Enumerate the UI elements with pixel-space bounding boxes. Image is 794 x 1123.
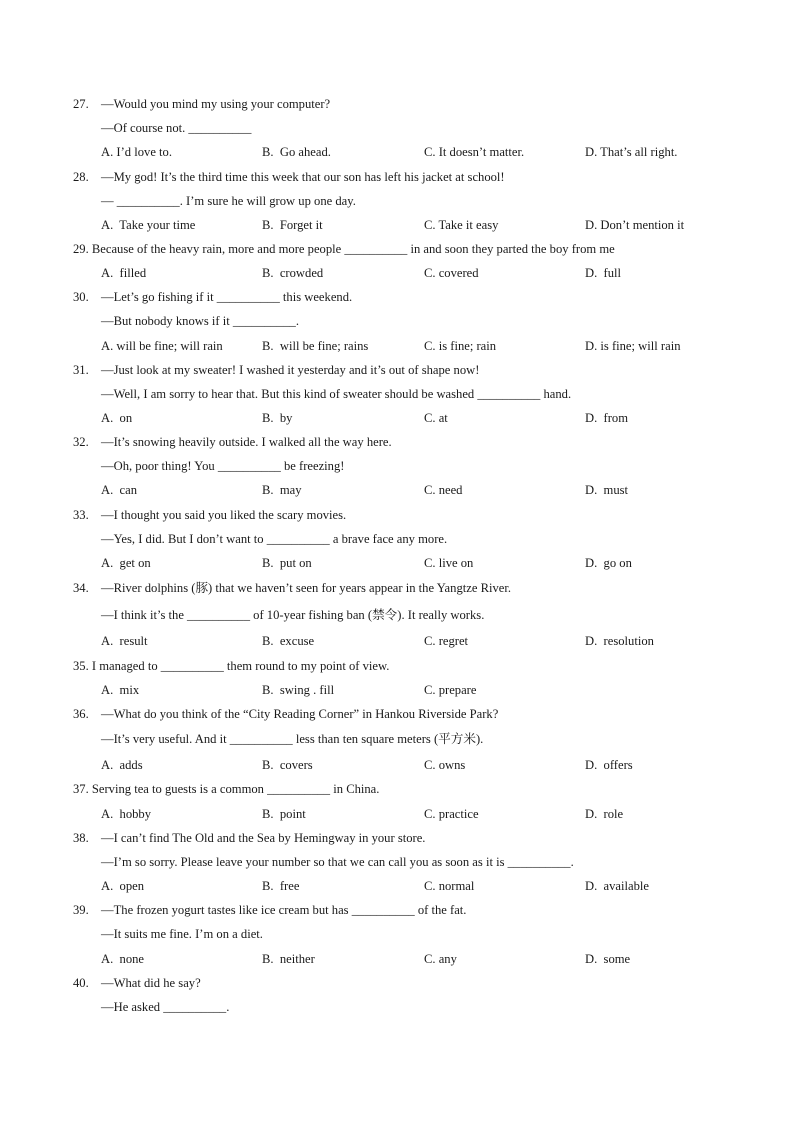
question-text: —What do you think of the “City Reading Corner” in Hankou Riverside Park? (101, 707, 499, 721)
question-text: —I thought you said you liked the scary movies. (101, 508, 347, 522)
question-text: —Oh, poor thing! You __________ be freezing! (101, 459, 345, 473)
question-text: —River dolphins (豚) that we haven’t seen for years appear in the Yangtze River. (101, 581, 512, 595)
question-number: 38. (73, 831, 89, 845)
question-text: —I’m so sorry. Please leave your number so that we can call you as soon as it is __________. (101, 855, 574, 869)
question-text: —It suits me fine. I’m on a diet. (101, 927, 263, 941)
option-b: B. free (262, 879, 300, 893)
question-text: —My god! It’s the third time this week that our son has left his jacket at school! (101, 170, 505, 184)
question-text: 35. I managed to __________ them round to my point of view. (73, 659, 390, 673)
option-b: B. Go ahead. (262, 145, 331, 159)
option-b: B. point (262, 807, 306, 821)
option-d: D. is fine; will rain (585, 339, 681, 353)
option-c: C. any (424, 952, 457, 966)
option-a: A. open (101, 879, 145, 893)
question-text: —He asked __________. (101, 1000, 230, 1014)
option-a: A. none (101, 952, 145, 966)
question-text: —I can’t find The Old and the Sea by Hemingway in your store. (101, 831, 426, 845)
option-d: D. offers (585, 758, 633, 772)
question-number: 30. (73, 290, 89, 304)
option-a: A. result (101, 634, 148, 648)
option-b: B. will be fine; rains (262, 339, 369, 353)
option-a: A. hobby (101, 807, 152, 821)
question-number: 34. (73, 581, 89, 595)
option-d: D. available (585, 879, 649, 893)
option-d: D. Don’t mention it (585, 218, 685, 232)
option-d: D. role (585, 807, 624, 821)
question-text: —Well, I am sorry to hear that. But this kind of sweater should be washed __________ hand. (101, 387, 572, 401)
question-number: 33. (73, 508, 89, 522)
question-text: —I think it’s the __________ of 10-year fishing ban (禁令). It really works. (101, 608, 485, 622)
option-a: A. on (101, 411, 133, 425)
option-c: C. is fine; rain (424, 339, 497, 353)
question-number: 40. (73, 976, 89, 990)
option-c: C. regret (424, 634, 469, 648)
question-text: —Would you mind my using your computer? (101, 97, 331, 111)
option-b: B. may (262, 483, 302, 497)
option-a: A. mix (101, 683, 140, 697)
option-d: D. from (585, 411, 629, 425)
question-text: —It’s snowing heavily outside. I walked all the way here. (101, 435, 392, 449)
question-text: —Let’s go fishing if it __________ this weekend. (101, 290, 353, 304)
option-b: B. put on (262, 556, 312, 570)
option-d: D. resolution (585, 634, 654, 648)
option-c: C. Take it easy (424, 218, 499, 232)
question-text: —Yes, I did. But I don’t want to __________ a brave face any more. (101, 532, 448, 546)
option-c: C. normal (424, 879, 475, 893)
option-b: B. neither (262, 952, 315, 966)
option-d: D. must (585, 483, 629, 497)
question-number: 36. (73, 707, 89, 721)
question-text: 29. Because of the heavy rain, more and more people __________ in and soon they parted the boy from me (73, 242, 615, 256)
option-a: A. can (101, 483, 138, 497)
question-text: —But nobody knows if it __________. (101, 314, 300, 328)
option-c: C. live on (424, 556, 474, 570)
option-c: C. at (424, 411, 448, 425)
option-a: A. Take your time (101, 218, 196, 232)
option-a: A. adds (101, 758, 143, 772)
option-a: A. get on (101, 556, 151, 570)
option-c: C. prepare (424, 683, 477, 697)
question-text: — __________. I’m sure he will grow up one day. (101, 194, 356, 208)
question-text: —The frozen yogurt tastes like ice cream but has __________ of the fat. (101, 903, 467, 917)
question-number: 31. (73, 363, 89, 377)
option-c: C. It doesn’t matter. (424, 145, 525, 159)
option-d: D. full (585, 266, 622, 280)
option-c: C. covered (424, 266, 479, 280)
option-a: A. filled (101, 266, 147, 280)
option-b: B. swing . fill (262, 683, 335, 697)
option-b: B. covers (262, 758, 313, 772)
option-c: C. need (424, 483, 463, 497)
question-text: —What did he say? (101, 976, 201, 990)
option-d: D. some (585, 952, 631, 966)
option-b: B. by (262, 411, 293, 425)
question-number: 27. (73, 97, 89, 111)
question-number: 28. (73, 170, 89, 184)
option-c: C. practice (424, 807, 479, 821)
option-b: B. Forget it (262, 218, 323, 232)
question-text: —Of course not. __________ (101, 121, 252, 135)
option-c: C. owns (424, 758, 466, 772)
option-a: A. will be fine; will rain (101, 339, 223, 353)
question-number: 32. (73, 435, 89, 449)
option-b: B. crowded (262, 266, 324, 280)
question-text: —It’s very useful. And it __________ less than ten square meters (平方米). (101, 732, 484, 746)
option-d: D. go on (585, 556, 632, 570)
option-b: B. excuse (262, 634, 315, 648)
question-text: 37. Serving tea to guests is a common __________ in China. (73, 782, 380, 796)
question-number: 39. (73, 903, 89, 917)
option-d: D. That’s all right. (585, 145, 678, 159)
option-a: A. I’d love to. (101, 145, 172, 159)
question-text: —Just look at my sweater! I washed it yesterday and it’s out of shape now! (101, 363, 480, 377)
